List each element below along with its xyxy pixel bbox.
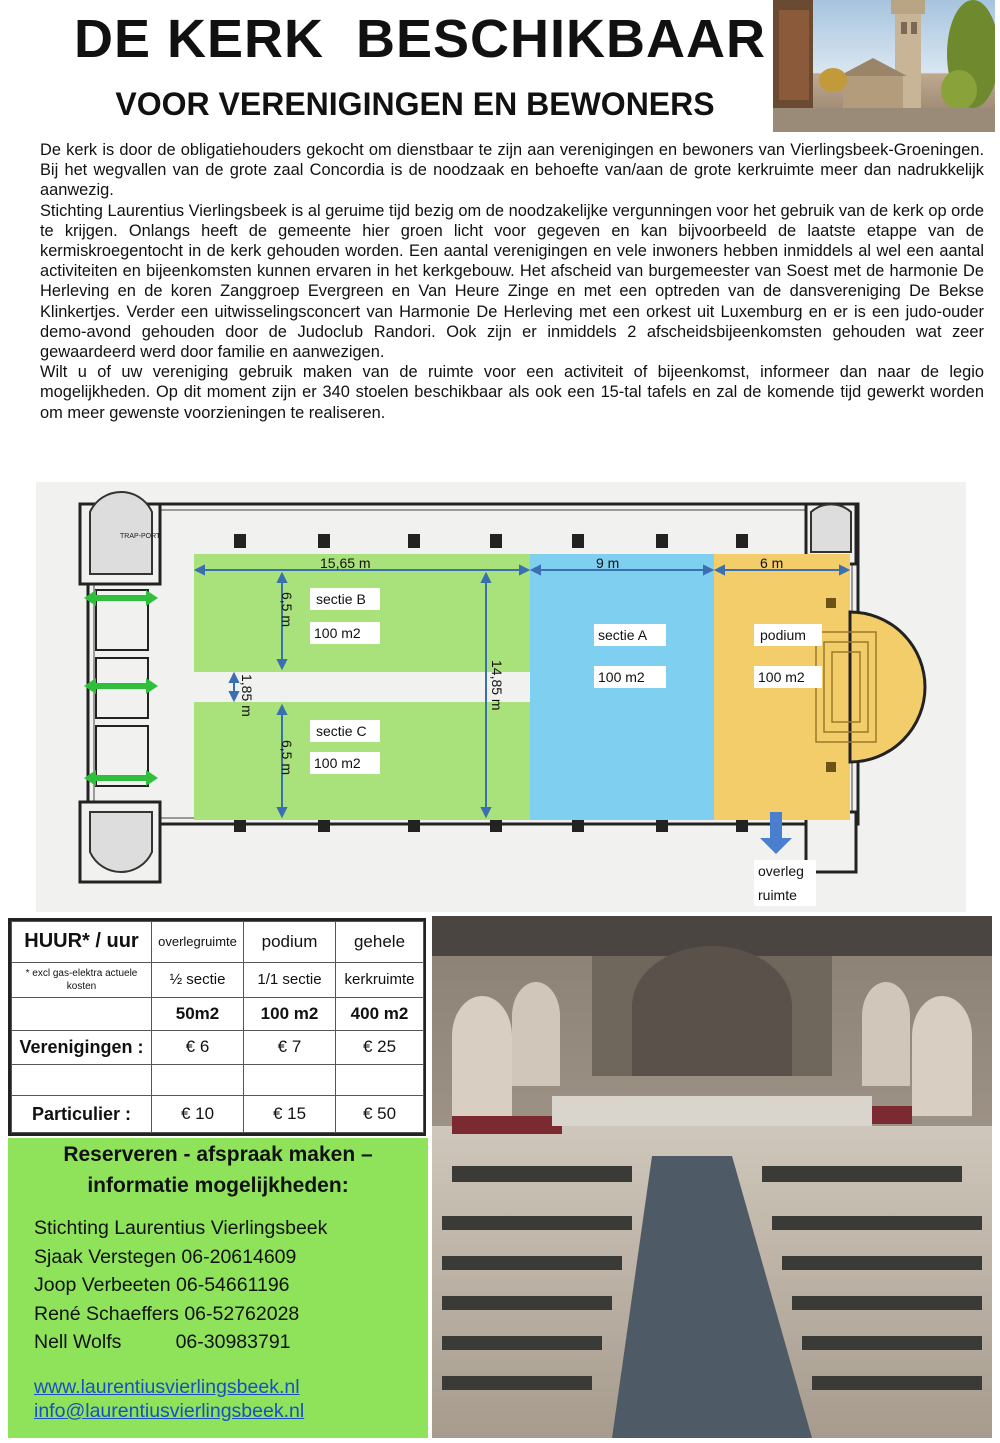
row-particulier-label: Particulier : bbox=[12, 1096, 152, 1133]
rent-table bbox=[8, 918, 426, 1136]
dim-gap: 1,85 m bbox=[239, 674, 255, 717]
page-title: DE KERK BESCHIKBAAR bbox=[73, 9, 767, 69]
sub-full-sectie: 1/1 sectie bbox=[244, 962, 336, 997]
dim-b-height: 6,5 m bbox=[279, 592, 295, 628]
podium-area-label: 100 m2 bbox=[758, 669, 805, 685]
col-podium: podium bbox=[244, 922, 336, 963]
floor-plan bbox=[36, 482, 966, 912]
area-50: 50m2 bbox=[152, 997, 244, 1030]
price-verenigingen-2: € 7 bbox=[244, 1030, 336, 1065]
podium-label: podium bbox=[760, 627, 806, 643]
sub-half-sectie: ½ sectie bbox=[152, 962, 244, 997]
sectie-b-area-label: 100 m2 bbox=[314, 625, 361, 641]
intro-text bbox=[40, 140, 984, 423]
contact-line-nell: Nell Wolfs 06-30983791 bbox=[34, 1331, 291, 1354]
contact-line-sjaak: Sjaak Verstegen 06-20614609 bbox=[34, 1245, 297, 1268]
rent-header: HUUR* / uur bbox=[12, 922, 152, 963]
intro-paragraph-3: Wilt u of uw vereniging gebruik maken van de ruimte voor een activiteit of bijeenkomst, informeer dan naar de legio mogelijkheden. Op dit moment zijn er 340 stoelen beschikbaar als ook een 15-tal tafels en zal de komende tijd gewerkt worden om meer gewenste voorzieningen te realiseren. bbox=[40, 363, 984, 422]
col-gehele: gehele bbox=[336, 922, 424, 963]
contact-box bbox=[8, 1138, 428, 1438]
intro-paragraph-2: Stichting Laurentius Vierlingsbeek is al geruime tijd bezig om de noodzakelijke vergunningen voor het gebruik van de kerk op orde te krijgen. Onlangs heeft de gemeente hier groen licht voor gegeven en kan bijvoorbeeld de laatste etappe van de kermiskroegentocht in de kerk gehouden worden. Een aantal verenigingen en vele inwoners hebben inmiddels al wel een aantal activiteiten en bijeenkomsten kunnen ervaren in het kerkgebouw. Het afscheid van burgemeester van Soest met de harmonie De Herleving en de koren Zanggroep Evergreen en Van Heure Zinge en met een optreden van de dansvereniging De Bekse Klinkertjes. Verder een uitwisselingsconcert van Harmonie De Herleving met een orkest uit Luxemburg en er is een judo-ouder demo-avond gehouden door de Judoclub Randori. Ook zijn er inmiddels 2 afscheidsbijeenkomsten gehouden wat zeer gewaardeerd werd door familie en aanwezigen. bbox=[40, 201, 984, 362]
dim-podium-width: 6 m bbox=[760, 555, 784, 571]
sectie-a-area-label: 100 m2 bbox=[598, 669, 645, 685]
contact-line-joop: Joop Verbeeten 06-54661196 bbox=[34, 1274, 290, 1297]
dim-a-width: 9 m bbox=[596, 555, 620, 571]
sectie-c-area-label: 100 m2 bbox=[314, 755, 361, 771]
website-link[interactable]: www.laurentiusvierlingsbeek.nl bbox=[34, 1375, 300, 1398]
price-particulier-3: € 50 bbox=[336, 1096, 424, 1133]
rent-note: * excl gas-elektra actuele kosten bbox=[12, 962, 152, 997]
church-exterior-photo bbox=[773, 0, 995, 132]
dim-b-width: 15,65 m bbox=[320, 555, 371, 571]
sectie-c-label: sectie C bbox=[316, 723, 367, 739]
contact-heading-2: informatie mogelijkheden: bbox=[87, 1174, 349, 1197]
dim-total-height: 14,85 m bbox=[489, 660, 505, 711]
price-verenigingen-3: € 25 bbox=[336, 1030, 424, 1065]
intro-paragraph-1: De kerk is door de obligatiehouders gekocht om dienstbaar te zijn aan verenigingen en bewoners van Vierlingsbeek-Groeningen. Bij het wegvallen van de grote zaal Concordia is de noodzaak en behoefte van/aan de grote kerkruimte meer dan nadrukkelijk aanwezig. bbox=[40, 141, 984, 200]
sectie-b-label: sectie B bbox=[316, 591, 366, 607]
row-verenigingen-label: Verenigingen : bbox=[12, 1030, 152, 1065]
price-particulier-2: € 15 bbox=[244, 1096, 336, 1133]
sectie-a-label: sectie A bbox=[598, 627, 648, 643]
contact-line-rene: René Schaeffers 06-52762028 bbox=[34, 1302, 300, 1325]
area-400: 400 m2 bbox=[336, 997, 424, 1030]
overleg-label-2: ruimte bbox=[758, 887, 797, 903]
email-link[interactable]: info@laurentiusvierlingsbeek.nl bbox=[34, 1399, 305, 1422]
trap-label: TRAP-PORT bbox=[120, 533, 161, 540]
dim-c-height: 6,5 m bbox=[279, 740, 295, 776]
church-interior-photo bbox=[432, 916, 992, 1438]
sectie-b-area bbox=[194, 554, 530, 672]
area-100: 100 m2 bbox=[244, 997, 336, 1030]
contact-line-stichting: Stichting Laurentius Vierlingsbeek bbox=[34, 1217, 328, 1239]
price-verenigingen-1: € 6 bbox=[152, 1030, 244, 1065]
sub-kerkruimte: kerkruimte bbox=[336, 962, 424, 997]
overleg-label-1: overleg bbox=[758, 863, 804, 879]
contact-heading-1: Reserveren - afspraak maken – bbox=[63, 1143, 373, 1166]
col-overlegruimte: overlegruimte bbox=[152, 922, 244, 963]
page-subtitle: VOOR VERENIGINGEN EN BEWONERS bbox=[115, 86, 715, 122]
price-particulier-1: € 10 bbox=[152, 1096, 244, 1133]
